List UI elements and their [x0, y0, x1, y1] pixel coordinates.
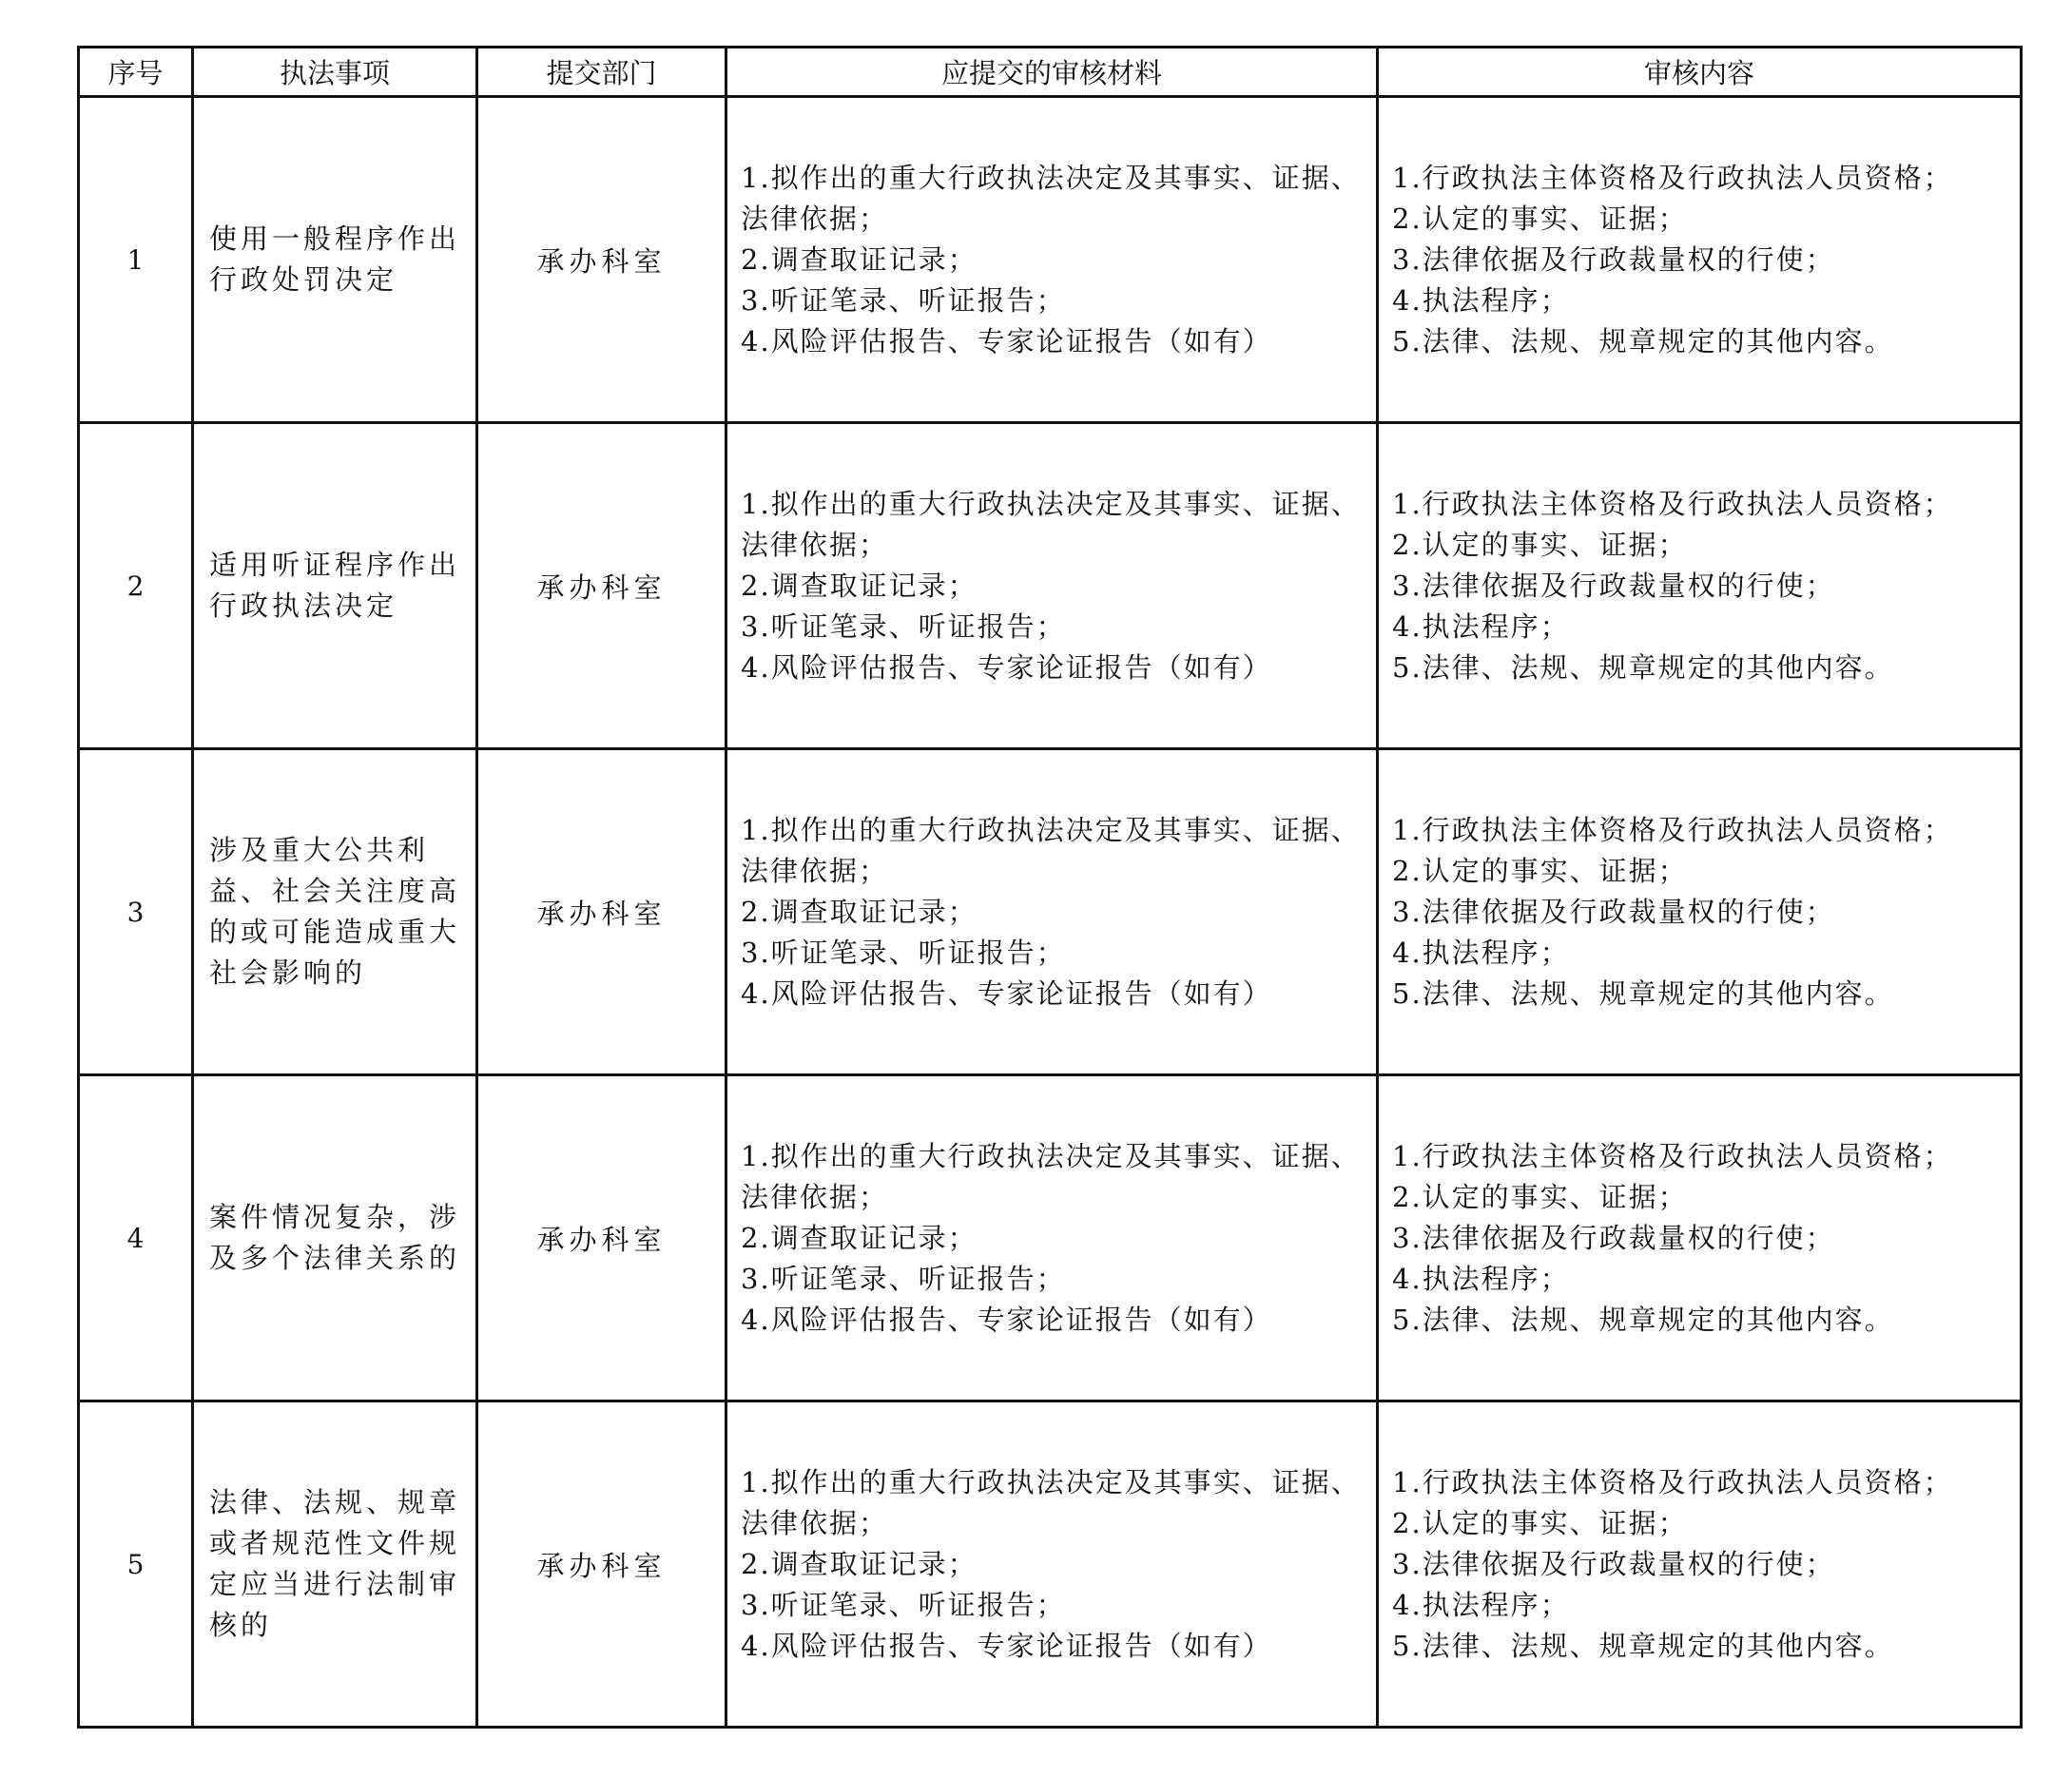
enforcement-item: 法律、法规、规章或者规范性文件规定应当进行法制审核的	[193, 1401, 477, 1728]
content-line: 3.法律依据及行政裁量权的行使；	[1392, 242, 1835, 276]
header-item: 执法事项	[193, 48, 477, 97]
review-content	[1378, 749, 2022, 1075]
row-number: 4	[79, 1075, 193, 1401]
content-line: 3.法律依据及行政裁量权的行使；	[1392, 895, 1835, 928]
row-number: 3	[79, 749, 193, 1075]
review-materials	[726, 749, 1378, 1075]
content-line: 1.行政执法主体资格及行政执法人员资格；	[1392, 161, 1953, 194]
content-line: 2.认定的事实、证据；	[1392, 854, 1688, 887]
material-line: 4.风险评估报告、专家论证报告（如有）	[741, 650, 1272, 684]
content-line: 4.执法程序；	[1392, 609, 1570, 643]
content-line: 3.法律依据及行政裁量权的行使；	[1392, 1221, 1835, 1254]
submitting-department: 承办科室	[477, 423, 726, 749]
enforcement-item: 案件情况复杂，涉及多个法律关系的	[193, 1075, 477, 1401]
material-line: 3.听证笔录、听证报告；	[741, 936, 1066, 969]
material-line: 4.风险评估报告、专家论证报告（如有）	[741, 1629, 1272, 1662]
review-materials	[726, 423, 1378, 749]
content-line: 4.执法程序；	[1392, 1262, 1570, 1295]
material-line: 2.调查取证记录；	[741, 1547, 978, 1580]
table-row	[79, 97, 2022, 423]
material-line: 4.风险评估报告、专家论证报告（如有）	[741, 324, 1272, 358]
row-number: 2	[79, 423, 193, 749]
material-line: 1.拟作出的重大行政执法决定及其事实、证据、法律依据；	[741, 813, 1361, 887]
submitting-department: 承办科室	[477, 1401, 726, 1728]
header-materials: 应提交的审核材料	[726, 48, 1378, 97]
review-content	[1378, 423, 2022, 749]
table-row	[79, 1075, 2022, 1401]
material-line: 3.听证笔录、听证报告；	[741, 1588, 1066, 1621]
content-line: 5.法律、法规、规章规定的其他内容。	[1392, 1629, 1894, 1662]
material-line: 2.调查取证记录；	[741, 1221, 978, 1254]
content-line: 4.执法程序；	[1392, 1588, 1570, 1621]
table-row	[79, 749, 2022, 1075]
content-line: 3.法律依据及行政裁量权的行使；	[1392, 1547, 1835, 1580]
material-line: 1.拟作出的重大行政执法决定及其事实、证据、法律依据；	[741, 487, 1361, 561]
content-line: 1.行政执法主体资格及行政执法人员资格；	[1392, 813, 1953, 846]
material-line: 2.调查取证记录；	[741, 895, 978, 928]
review-table	[77, 46, 2023, 1729]
content-line: 3.法律依据及行政裁量权的行使；	[1392, 569, 1835, 602]
material-line: 2.调查取证记录；	[741, 242, 978, 276]
submitting-department: 承办科室	[477, 97, 726, 423]
material-line: 3.听证笔录、听证报告；	[741, 1262, 1066, 1295]
content-line: 2.认定的事实、证据；	[1392, 1180, 1688, 1213]
content-line: 1.行政执法主体资格及行政执法人员资格；	[1392, 1139, 1953, 1172]
review-content	[1378, 1075, 2022, 1401]
table-row	[79, 1401, 2022, 1728]
header-no: 序号	[79, 48, 193, 97]
review-materials	[726, 97, 1378, 423]
content-line: 5.法律、法规、规章规定的其他内容。	[1392, 976, 1894, 1010]
enforcement-item: 使用一般程序作出行政处罚决定	[193, 97, 477, 423]
row-number: 5	[79, 1401, 193, 1728]
table-row	[79, 423, 2022, 749]
content-line: 2.认定的事实、证据；	[1392, 202, 1688, 235]
material-line: 1.拟作出的重大行政执法决定及其事实、证据、法律依据；	[741, 1465, 1361, 1539]
row-number: 1	[79, 97, 193, 423]
material-line: 3.听证笔录、听证报告；	[741, 283, 1066, 317]
material-line: 4.风险评估报告、专家论证报告（如有）	[741, 1303, 1272, 1336]
material-line: 3.听证笔录、听证报告；	[741, 609, 1066, 643]
header-content: 审核内容	[1378, 48, 2022, 97]
submitting-department: 承办科室	[477, 749, 726, 1075]
material-line: 1.拟作出的重大行政执法决定及其事实、证据、法律依据；	[741, 161, 1361, 235]
review-content	[1378, 97, 2022, 423]
content-line: 1.行政执法主体资格及行政执法人员资格；	[1392, 1465, 1953, 1498]
review-content	[1378, 1401, 2022, 1728]
enforcement-item: 涉及重大公共利益、社会关注度高的或可能造成重大社会影响的	[193, 749, 477, 1075]
enforcement-item: 适用听证程序作出行政执法决定	[193, 423, 477, 749]
content-line: 5.法律、法规、规章规定的其他内容。	[1392, 650, 1894, 684]
content-line: 4.执法程序；	[1392, 283, 1570, 317]
content-line: 1.行政执法主体资格及行政执法人员资格；	[1392, 487, 1953, 520]
content-line: 4.执法程序；	[1392, 936, 1570, 969]
material-line: 1.拟作出的重大行政执法决定及其事实、证据、法律依据；	[741, 1139, 1361, 1213]
material-line: 2.调查取证记录；	[741, 569, 978, 602]
submitting-department: 承办科室	[477, 1075, 726, 1401]
header-dept: 提交部门	[477, 48, 726, 97]
content-line: 2.认定的事实、证据；	[1392, 1506, 1688, 1539]
content-line: 2.认定的事实、证据；	[1392, 528, 1688, 561]
review-materials	[726, 1075, 1378, 1401]
review-materials	[726, 1401, 1378, 1728]
header-row	[79, 48, 2022, 97]
content-line: 5.法律、法规、规章规定的其他内容。	[1392, 324, 1894, 358]
content-line: 5.法律、法规、规章规定的其他内容。	[1392, 1303, 1894, 1336]
material-line: 4.风险评估报告、专家论证报告（如有）	[741, 976, 1272, 1010]
